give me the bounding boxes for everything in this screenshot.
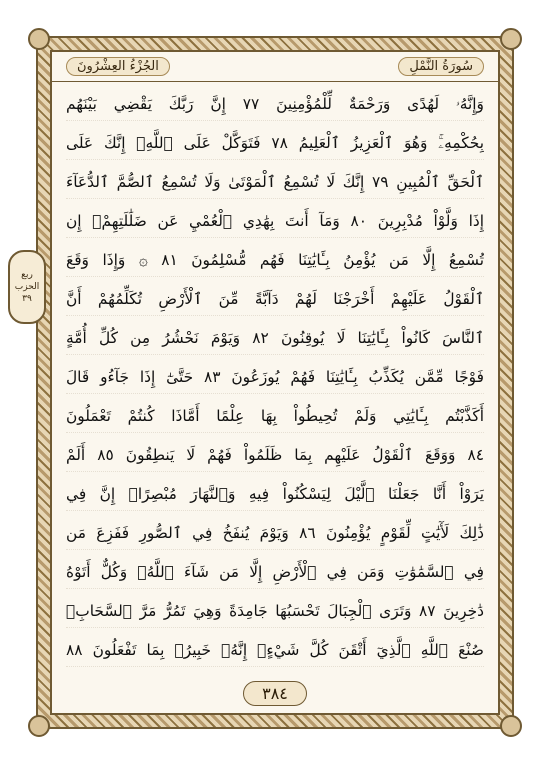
text-line: ذَٰلِكَ لَأٓيَٰتٍ لِّقَوْمٍ يُؤْمِنُونَ ٨٦ وَيَوْمَ يُنفَخُ فِي ٱلصُّورِ فَفَزِعَ مَن [66, 517, 484, 550]
text-line: تُسْمِعُ إِلَّا مَن يُؤْمِنُ بِـَٔايَٰتِنَا فَهُم مُّسْلِمُونَ ٨١ ۞ وَإِذَا وَقَعَ [66, 244, 484, 277]
text-panel [50, 50, 500, 715]
text-line: وَإِنَّهُۥ لَهُدًى وَرَحْمَةٌ لِّلْمُؤْمِنِينَ ٧٧ إِنَّ رَبَّكَ يَقْضِي بَيْنَهُم [66, 88, 484, 121]
text-line: دَٰخِرِينَ ٨٧ وَتَرَى ٱلْجِبَالَ تَحْسَبُهَا جَامِدَةً وَهِيَ تَمُرُّ مَرَّ ٱلسَّحَابِۚ [66, 595, 484, 628]
frame-corner-ornament [28, 715, 50, 737]
text-line: يَرَوْاْ أَنَّا جَعَلْنَا ٱلَّيْلَ لِيَسْكُنُواْ فِيهِ وَٱلنَّهَارَ مُبْصِرًاۚ إِنَّ فِي [66, 478, 484, 511]
text-line: صُنْعَ ٱللَّهِ ٱلَّذِيٓ أَتْقَنَ كُلَّ شَيْءٍۚ إِنَّهُۥ خَبِيرُۢ بِمَا تَفْعَلُونَ ٨٨ [66, 634, 484, 667]
frame-corner-ornament [500, 28, 522, 50]
surah-title: سُورَةُ النَّمْلِ [398, 57, 484, 76]
quran-text [66, 88, 484, 667]
marker-label-hizb: الحزب [14, 282, 40, 292]
page-footer [52, 673, 498, 713]
marker-label-rub: ربع [21, 270, 33, 280]
text-line: فِي ٱلسَّمَٰوَٰتِ وَمَن فِي ٱلْأَرْضِ إِلَّا مَن شَآءَ ٱللَّهُۚ وَكُلٌّ أَتَوْهُ [66, 556, 484, 589]
page-number: ٣٨٤ [243, 681, 307, 706]
page-header [52, 52, 498, 82]
text-line: ٱلنَّاسَ كَانُواْ بِـَٔايَٰتِنَا لَا يُوقِنُونَ ٨٢ وَيَوْمَ نَحْشُرُ مِن كُلِّ أُمَّةٍ [66, 322, 484, 355]
text-line: إِذَا وَلَّوْاْ مُدْبِرِينَ ٨٠ وَمَآ أَنتَ بِهَٰدِي ٱلْعُمْيِ عَن ضَلَٰلَتِهِمْۖ إِن [66, 205, 484, 238]
text-line: فَوْجًا مِّمَّن يُكَذِّبُ بِـَٔايَٰتِنَا فَهُمْ يُوزَعُونَ ٨٣ حَتَّىٰٓ إِذَا جَآءُو قَالَ [66, 361, 484, 394]
hizb-quarter-marker [8, 250, 46, 324]
text-line: ٱلْحَقِّ ٱلْمُبِينِ ٧٩ إِنَّكَ لَا تُسْمِعُ ٱلْمَوْتَىٰ وَلَا تُسْمِعُ ٱلصُّمَّ ٱلدُّعَآءَ [66, 166, 484, 199]
juz-title: الجُزْءُ العِشْرُونَ [66, 57, 170, 76]
page-frame [14, 36, 514, 729]
marker-number: ٣٩ [22, 294, 32, 304]
frame-corner-ornament [28, 28, 50, 50]
text-line: أَكَذَّبْتُم بِـَٔايَٰتِي وَلَمْ تُحِيطُواْ بِهَا عِلْمًا أَمَّاذَا كُنتُمْ تَعْمَلُونَ [66, 400, 484, 433]
text-line: بِحُكْمِهِۦۚ وَهُوَ ٱلْعَزِيزُ ٱلْعَلِيمُ ٧٨ فَتَوَكَّلْ عَلَى ٱللَّهِۖ إِنَّكَ عَلَى [66, 127, 484, 160]
text-line: ٱلْقَوْلُ عَلَيْهِمْ أَخْرَجْنَا لَهُمْ دَآبَّةً مِّنَ ٱلْأَرْضِ تُكَلِّمُهُمْ أَنَّ [66, 283, 484, 316]
frame-corner-ornament [500, 715, 522, 737]
text-line: ٨٤ وَوَقَعَ ٱلْقَوْلُ عَلَيْهِم بِمَا ظَلَمُواْ فَهُمْ لَا يَنطِقُونَ ٨٥ أَلَمْ [66, 439, 484, 472]
